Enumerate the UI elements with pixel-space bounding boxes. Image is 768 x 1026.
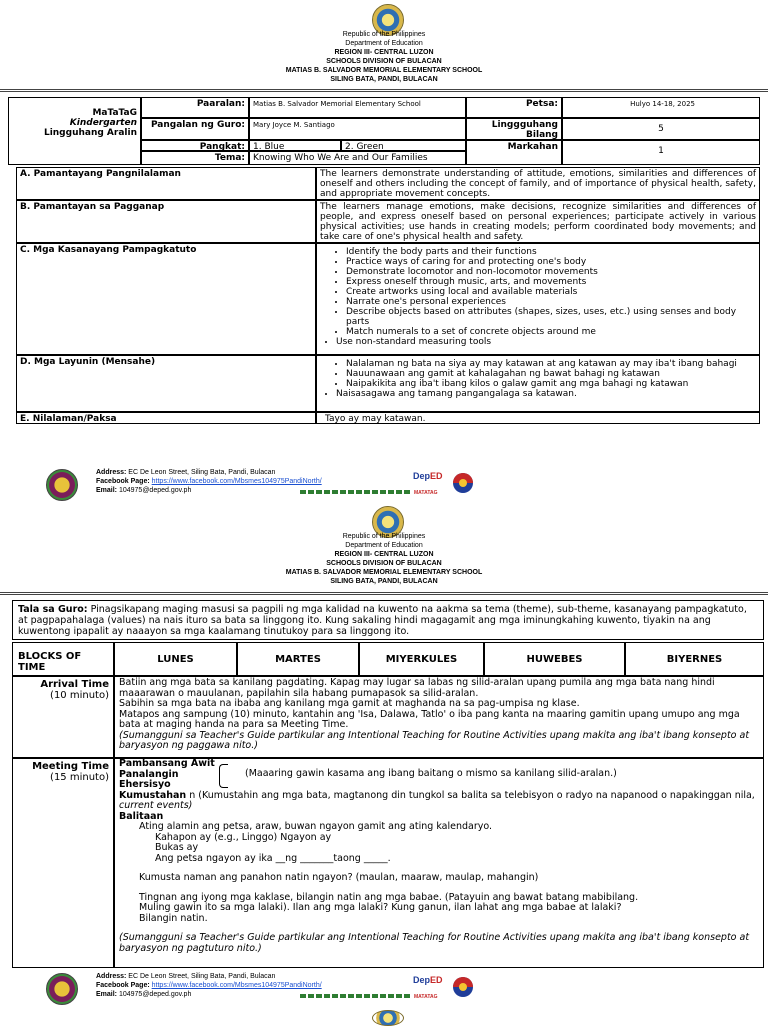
list-item: • Describe objects based on attributes (shapes, sizes, uses, etc.) using senses and body parts	[346, 307, 756, 327]
m-panalangin: Panalangin	[119, 768, 179, 780]
header-line: Department of Education	[345, 40, 423, 47]
header-line: Republic of the Philippines	[342, 31, 426, 38]
section-a-text: The learners demonstrate understanding of attitude, emotions, similarities and differences of oneself and others including the concept of family, and of importance of physical health, safety, and appropriate movement concepts.	[316, 167, 760, 200]
address-value: EC De Leon Street, Siling Bata, Pandi, Bulacan	[128, 973, 276, 980]
brace	[219, 764, 228, 788]
m-note: (Maaaring gawin kasama ang ibang baitang o mismo sa kanilang silid-aralan.)	[245, 768, 617, 779]
header-line: REGION III- CENTRAL LUZON	[334, 49, 434, 56]
title-matatag: MaTaTaG	[92, 108, 137, 118]
school-logo-icon	[46, 469, 78, 501]
arrival-content	[114, 676, 764, 758]
tala-label: Tala sa Guro:	[18, 604, 88, 615]
email-value: 104975@deped.gov.ph	[118, 991, 192, 998]
arrival-duration: (10 minuto)	[50, 690, 109, 701]
m-b4: Ang petsa ngayon ay ika __ng _______taong _____.	[155, 852, 391, 864]
meeting-content	[114, 758, 764, 968]
meeting-duration: (15 minuto)	[50, 772, 109, 783]
markahan-value: 1	[562, 140, 760, 165]
m-b6: Tingnan ang iyong mga kaklase, bilangin natin ang mga babae. (Patayuin ang bawat batang mabibilang.	[139, 891, 639, 903]
facebook-link[interactable]: https://www.facebook.com/Mbsmes104975PandiNorth/	[151, 478, 322, 485]
arrival-time-cell	[12, 676, 114, 758]
title-kindergarten: Kindergarten	[69, 118, 137, 128]
m-b8: Bilangin natin.	[139, 912, 208, 924]
list-item: • Practice ways of caring for and protecting one's body	[346, 257, 756, 267]
section-b-label: B. Pamantayan sa Pagganap	[16, 200, 316, 243]
arrival-text: Batiin ang mga bata sa kanilang pagdating. Kapag may lugar sa labas ng silid-aralan upang pumila ang mga bata nang hindi maaarawan o mauulanan, papilahin sila habang pumapasok sa silid-aralan.	[119, 677, 715, 699]
footer-contact	[96, 468, 322, 495]
address-label: Address:	[96, 973, 127, 980]
section-b-text: The learners manage emotions, make decisions, recognize similarities and differences of people, and express oneself based on personal experiences; participate actively in various physical activities; use hands in creating models; perform coordinated body movements; and take care of one's physical health and safety.	[316, 200, 760, 243]
facebook-label: Facebook Page:	[96, 478, 150, 485]
m-ehersisyo: Ehersisyo	[119, 779, 171, 790]
arrival-text: Matapos ang sampung (10) minuto, kantahin ang 'Isa, Dalawa, Tatlo' o iba pang kanta na maaring gamitin upang umupo ang mga bata at maging handa na para sa Meeting Time.	[119, 708, 740, 730]
day-header: HUWEBES	[484, 642, 625, 676]
letterhead	[0, 532, 768, 586]
m-b1: Ating alamin ang petsa, araw, buwan ngayon gamit ang ating kalendaryo.	[139, 821, 493, 832]
header-line: Department of Education	[345, 542, 423, 549]
list-item: • Naipakikita ang iba't ibang kilos o galaw gamit ang mga bahagi ng katawan	[346, 379, 756, 389]
section-e-text: Tayo ay may katawan.	[316, 412, 760, 424]
list-item: • Create artworks using local and available materials	[346, 287, 756, 297]
email-label: Email:	[96, 487, 118, 494]
arrival-note: (Sumangguni sa Teacher's Guide partikular ang Intentional Teaching for Routine Activities upang makita ang iba't ibang konsepto at baryasyon ng paggawa nito.)	[119, 729, 750, 751]
list-item: • Identify the body parts and their functions	[346, 247, 756, 257]
list-item: • Nalalaman ng bata na siya ay may katawan at ang katawan ay may iba't ibang bahagi	[346, 359, 756, 369]
section-c-list	[316, 243, 760, 355]
list-item: • Express oneself through music, arts, and movements	[346, 277, 756, 287]
facebook-label: Facebook Page:	[96, 982, 150, 989]
deped-logo: DepED	[413, 975, 443, 985]
petsa-label: Petsa:	[466, 97, 562, 118]
bagong-pilipinas-logo-icon	[450, 976, 476, 998]
header-line: Republic of the Philippines	[342, 533, 426, 540]
section-c-label: C. Mga Kasanayang Pampagkatuto	[16, 243, 316, 355]
divider	[0, 592, 768, 593]
section-d-list	[316, 355, 760, 412]
guro-label: Pangalan ng Guro:	[141, 118, 249, 140]
meeting-label: Meeting Time	[32, 761, 109, 772]
section-a-label: A. Pamantayang Pangnilalaman	[16, 167, 316, 200]
paaralan-value: Matias B. Salvador Memorial Elementary School	[249, 97, 466, 118]
linggo-value: 5	[562, 118, 760, 140]
pangkat-1: 1. Blue	[249, 140, 341, 151]
markahan-label: Markahan	[466, 140, 562, 165]
list-item: • Nauunawaan ang gamit at kahalagahan ng bawat bahagi ng katawan	[346, 369, 756, 379]
list-item: • Match numerals to a set of concrete objects around me	[346, 327, 756, 337]
pangkat-label: Pangkat:	[141, 140, 249, 151]
m-awit: Pambansang Awit	[119, 758, 215, 769]
day-header: MARTES	[237, 642, 359, 676]
list-item: • Naisasagawa ang tamang pangangalaga sa katawan.	[336, 389, 756, 399]
header-line: MATIAS B. SALVADOR MEMORIAL ELEMENTARY SCHOOL	[285, 569, 483, 576]
footer-contact	[96, 972, 322, 999]
list-item: • Demonstrate locomotor and non-locomotor movements	[346, 267, 756, 277]
paaralan-label: Paaralan:	[141, 97, 249, 118]
m-b7: Muling gawin ito sa mga lalaki). Ilan ang mga lalaki? Kung ganun, ilan lahat ang mga babae at lalaki?	[139, 902, 622, 913]
m-balitaan: Balitaan	[119, 810, 164, 822]
matatag-logo: MATATAG	[414, 994, 438, 1000]
header-line: SCHOOLS DIVISION OF BULACAN	[326, 560, 442, 567]
blocks-of-time-header: BLOCKS OF TIME	[12, 642, 114, 676]
meeting-time-cell	[12, 758, 114, 968]
m-kumustahan: Kumustahan	[119, 789, 187, 801]
pangkat-2: 2. Green	[341, 140, 466, 151]
address-label: Address:	[96, 469, 127, 476]
m-current: current events)	[119, 800, 193, 811]
m-kumustahan-text: n (Kumustahin ang mga bata, magtanong din tungkol sa balita sa telebisyon o radyo na napanood o napakinggan nila,	[189, 789, 755, 801]
tala-sa-guro	[12, 600, 764, 640]
info-title-cell	[8, 97, 141, 165]
header-line: SILING BATA, PANDI, BULACAN	[330, 76, 438, 83]
divider	[0, 594, 768, 595]
header-line: MATIAS B. SALVADOR MEMORIAL ELEMENTARY SCHOOL	[285, 67, 483, 74]
guro-value: Mary Joyce M. Santiago	[249, 118, 466, 140]
email-label: Email:	[96, 991, 118, 998]
day-header: BIYERNES	[625, 642, 764, 676]
list-item: • Narrate one's personal experiences	[346, 297, 756, 307]
letterhead	[0, 30, 768, 84]
page-footer	[0, 970, 768, 1010]
address-value: EC De Leon Street, Siling Bata, Pandi, Bulacan	[128, 469, 276, 476]
day-header: LUNES	[114, 642, 237, 676]
deped-logo: DepED	[413, 471, 443, 481]
header-line: SCHOOLS DIVISION OF BULACAN	[326, 58, 442, 65]
arrival-text: Sabihin sa mga bata na ibaba ang kanilang mga gamit at maghanda na sa pag-umpisa ng klase.	[119, 698, 580, 709]
bagong-pilipinas-logo-icon	[450, 472, 476, 494]
m-b3: Bukas ay	[155, 842, 199, 853]
section-e-label: E. Nilalaman/Paksa	[16, 412, 316, 424]
linggo-label: Linggguhang Bilang	[466, 118, 562, 140]
tala-text: Pinagsikapang maging masusi sa pagpili ng mga kalidad na kuwento na aakma sa tema (theme), sub-theme, kasanayang pampagkatuto, at pagpapahalaga (values) na nais ituro sa bata sa linggong ito. Kung sakaling hindi magagamit ang mga iminungkahing kuwento, tiyakin na ang kuwentong ipapalit ay naaayon sa mga kaalamang tinutukoy para sa linggong ito.	[18, 604, 747, 637]
arrival-label: Arrival Time	[40, 679, 109, 690]
m-b2: Kahapon ay (e.g., Linggo) Ngayon ay	[155, 831, 332, 843]
title-lingguhang-aralin: Lingguhang Aralin	[43, 128, 137, 138]
petsa-value: Hulyo 14-18, 2025	[562, 97, 760, 118]
m-b9: (Sumangguni sa Teacher's Guide partikular ang Intentional Teaching for Routine Activities upang makita ang iba't ibang konsepto at baryasyon ng pagtuturo nito.)	[119, 932, 750, 954]
facebook-link[interactable]: https://www.facebook.com/Mbsmes104975PandiNorth/	[151, 982, 322, 989]
tema-label: Tema:	[141, 151, 249, 165]
slogan-graphic	[300, 490, 410, 494]
email-value: 104975@deped.gov.ph	[118, 487, 192, 494]
matatag-logo: MATATAG	[414, 490, 438, 496]
m-b5: Kumusta naman ang panahon natin ngayon? (maulan, maaraw, maulap, mahangin)	[139, 872, 539, 883]
tema-value: Knowing Who We Are and Our Families	[249, 151, 466, 165]
header-line: SILING BATA, PANDI, BULACAN	[330, 578, 438, 585]
list-item: • Use non-standard measuring tools	[336, 337, 756, 347]
page-footer	[0, 466, 768, 506]
divider	[0, 89, 768, 90]
school-logo-icon	[46, 973, 78, 1005]
section-d-label: D. Mga Layunin (Mensahe)	[16, 355, 316, 412]
day-header: MIYERKULES	[359, 642, 484, 676]
slogan-graphic	[300, 994, 410, 998]
header-line: REGION III- CENTRAL LUZON	[334, 551, 434, 558]
divider	[0, 91, 768, 92]
